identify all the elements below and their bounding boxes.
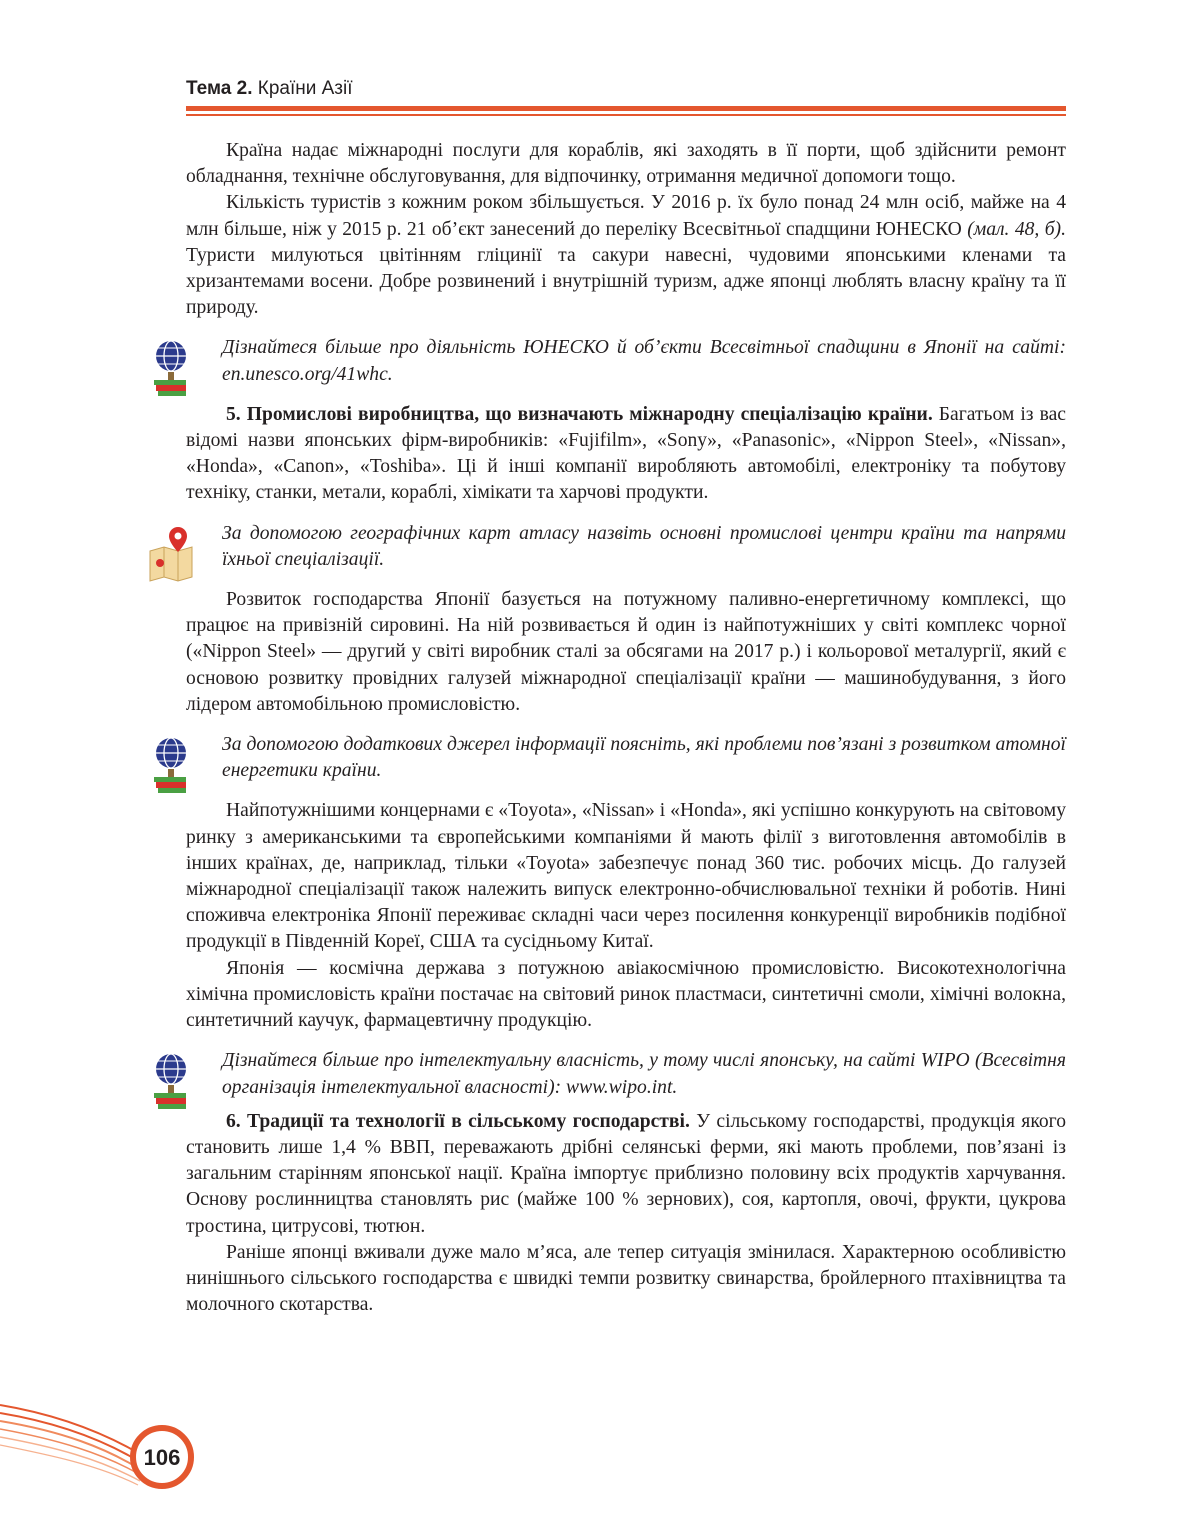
globe-books-icon	[148, 736, 194, 794]
globe-books-icon	[148, 1052, 194, 1110]
header-rule-thin	[186, 114, 1066, 116]
footer-swoosh-decoration	[0, 1385, 230, 1495]
note-nuclear-text: За допомогою додаткових джерел інформації поясніть, які проблеми пов’язані з розвитком атомної енергетики країни.	[222, 734, 1066, 782]
note-wipo-text: Дізнайтеся більше про інтелектуальну власність, у тому числі японську, на сайті WIPO (Всесвітня організація інтелектуальної власності): www.wipo.int.	[222, 1050, 1066, 1098]
section-6-text: У сільському господарстві, продукція якого становить лише 1,4 % ВВП, переважають дрібні селянські ферми, які мають проблеми, пов’язані із загальним старінням японської нації. Країна імпортує приблизно половину всіх продуктів харчування. Основу рослинництва становлять рис (майже 100 % зернових), соя, картопля, овочі, фрукти, цукрова тростина, цитрусові, тютюн.	[186, 1110, 1066, 1237]
page-number: 106	[143, 1445, 181, 1470]
section-6	[186, 1109, 1066, 1240]
paragraph-space: Японія — космічна держава з потужною авіакосмічною промисловістю. Високотехнологічна хімічна промисловість країни постачає на світовий ринок пластмаси, синтетичні смоли, хімічні волокна, синтетичний каучук, фармацевтичну продукцію.	[186, 957, 1066, 1032]
page-body	[186, 138, 1066, 1318]
paragraph-ports: Країна надає міжнародні послуги для кораблів, які заходять в її порти, щоб здійснити ремонт обладнання, технічне обслуговування, для відпочинку, отримання медичної допомоги тощо.	[186, 140, 1066, 188]
paragraph-tourism: Кількість туристів з кожним роком збільшується. У 2016 р. їх було понад 24 млн осіб, майже на 4 млн більше, ніж у 2015 р. 21 об’єкт занесений до переліку Всесвітньої спадщини ЮНЕСКО (мал. 48, б). Туристи милуються цвітінням гліцинії та сакури навесні, чудовими японськими кленами та хризантемами восени. Добре розвинений і внутрішній туризм, адже японці люблять власну країну та її природу.	[186, 192, 1066, 319]
topic-title: Країни Азії	[252, 78, 353, 99]
note-atlas-text: За допомогою географічних карт атласу назвіть основні промислові центри країни та напрями їхньої спеціалізації.	[222, 522, 1066, 570]
note-unesco	[186, 335, 1066, 387]
globe-books-icon	[148, 339, 194, 397]
paragraph-livestock: Раніше японці вживали дуже мало м’яса, але тепер ситуація змінилася. Характерною особливістю нинішнього сільського господарства є швидкі темпи розвитку свинарства, бройлерного птахівництва та молочного скотарства.	[186, 1241, 1066, 1316]
section-5-title: 5. Промислові виробництва, що визначають міжнародну спеціалізацію країни.	[226, 403, 933, 425]
note-unesco-text: Дізнайтеся більше про діяльність ЮНЕСКО й об’єкти Всесвітньої спадщини в Японії на сайті: en.unesco.org/41whc.	[222, 337, 1066, 385]
note-wipo	[186, 1048, 1066, 1100]
running-header	[186, 78, 353, 100]
section-5	[186, 402, 1066, 507]
figure-reference: (мал. 48, б).	[967, 218, 1066, 240]
topic-label: Тема 2.	[186, 78, 253, 99]
note-atlas	[186, 521, 1066, 573]
paragraph-energy: Розвиток господарства Японії базується на потужному паливно-енергетичному комплексі, що працює на привізній сировині. На ній розвивається й один із найпотужніших у світі комплекс чорної («Nippon Steel» — другий у світі виробник сталі за обсягами на 2017 р.) і кольорової металургії, який є основою розвитку провідних галузей міжнародної спеціалізації країни — машинобудування, з його лідером автомобільною промисловістю.	[186, 589, 1066, 715]
map-pin-icon	[146, 525, 196, 583]
paragraph-concerns: Найпотужнішими концернами є «Toyota», «Nissan» і «Honda», які успішно конкурують на світовому ринку з американськими та європейськими компаніями й мають філії з виготовлення автомобілів в інших країнах, де, наприклад, тільки «Toyota» забезпечує понад 360 тис. робочих місць. До галузей міжнародної спеціалізації також належить випуск електронно-обчислювальної техніки й роботів. Нині споживча електроніка Японії переживає складні часи через посилення конкуренції виробників подібної продукції в Південній Кореї, США та сусідньому Китаї.	[186, 800, 1066, 953]
header-rule-thick	[186, 106, 1066, 111]
section-5-text: Багатьом із вас відомі назви японських фірм-виробників: «Fujifilm», «Sony», «Panasonic», «Nippon Steel», «Nissan», «Honda», «Canon», «Toshiba». Ці й інші компанії виробляють автомобілі, електроніку та побутову техніку, станки, метали, кораблі, хімікати та харчові продукти.	[186, 403, 1066, 504]
section-6-title: 6. Традиції та технології в сільському господарстві.	[226, 1110, 690, 1132]
note-nuclear	[186, 732, 1066, 784]
